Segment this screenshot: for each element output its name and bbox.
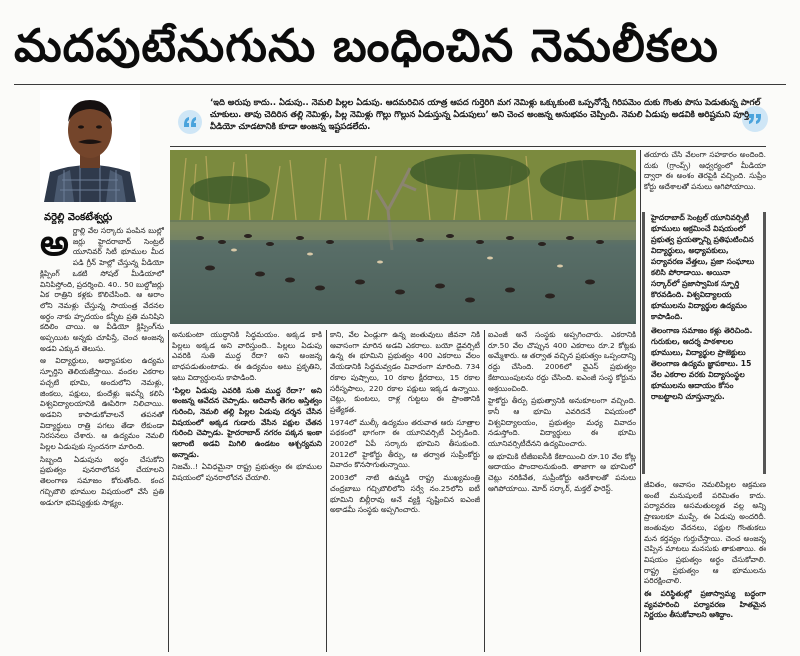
col3-paragraph: 1974లో ముల్కీ ఉద్యమం తరువాత ఆరు సూత్రాల పథకంలో భాగంగా ఈ యూనివర్సిటీ ఏర్పడింది. 2002లో ఏపీ సర్కారు భూమిని తీసుకుంది. 2012లో హైకోర్టు తీర్పు, ఆ తర్వాత సుప్రీంకోర్టు వివాదం కొనసాగుతున్నాయి. — [330, 417, 480, 470]
col5-paragraph: జీవితం, ఆవాసం నెమలిపిల్లల ఆక్రమణ అంటే మనుషులకే పరిమితం కాదు. పర్యావరణ అసమతుల్యత వల్ల అన్ని ప్రాణులకూ ముప్పే. ఈ ఏడుపు అందరిదీ. జంతువుల వేదనలు, పక్షుల గొంతుకలు మన కర్తవ్యం గుర్తుచేస్తాయి. చెంచ అంజన్న చెప్పిన మాటలు మనసుకు తాకుతాయి. ఈ విషయం ప్రభుత్వం అర్థం చేసుకోవాలి. రాష్ట్ర ప్రభుత్వం ఆ భూములను పరిరక్షించాలి. — [644, 480, 766, 586]
author-photo — [40, 90, 140, 202]
col1-paragraph: సిబ్బంది ఏడుపును అర్థం చేసుకోని ప్రభుత్వం పునరాలోచన చేయాలని తెలంగాణ సమాజం కోరుతోంది. కంచ గచ్చిబౌలి భూముల విషయంలో వేసే ప్రతి అడుగూ భవిష్యత్తుకు సాక్ష్యం. — [40, 454, 164, 507]
pull-quote-paragraph: హైదరాబాద్ సెంట్రల్ యూనివర్సిటీ భూములు ఆక్రమించే విషయంలో ప్రభుత్వ ప్రయత్నాన్ని ప్రతిఘటించిన విద్యార్థులు, అధ్యాపకులు, పర్యావరణ వేత్తలు, ప్రజా సంఘాలు కలిసి పోరాడాయి. అయినా సర్కార్‌లో ప్రజాస్వామిక స్ఫూర్తి కొరవడింది. విశ్వవిద్యాలయ భూములను విద్యార్థుల ఉద్యమం కాపాడింది. — [651, 213, 755, 321]
col5-paragraph: ఈ పరిస్థితుల్లో ప్రజాస్వామ్య బద్ధంగా వ్యవహరించి పర్యావరణ హితమైన నిర్ణయం తీసుకోవాలని ఆశిద్దాం. — [644, 589, 766, 620]
column-2 — [172, 330, 322, 652]
column-rule — [168, 330, 169, 652]
column-4 — [488, 330, 636, 652]
drop-cap: అ — [40, 226, 69, 264]
col2-paragraph: అనుకుంటా యుద్ధానికి సిద్ధమయం. అక్కడ కాకి పిల్లలు అక్కడ అని వారిస్తుంది.. పిల్లలు ఏడుపు ఎవరికి సుతి ముద్ద రేదా? అని అంజన్న బాధపడుతుంటాడు. ఈ ఉద్యమం అటు ప్రకృతిని, ఇటు విద్యార్థులను కాపాడింది. — [172, 330, 322, 382]
quote-rule — [170, 146, 766, 147]
column-3 — [330, 330, 480, 652]
col1-paragraph: ఆ విద్యార్థులు, అధ్యాపకుల ఉద్యమ స్ఫూర్తిని తెలియజేస్తాయి. వందల ఎకరాల పచ్చటి భూమి, అందులోని నెమళ్లు, జింకలు, పక్షులు, కుందేళ్లు ఇవన్నీ కలిసి విశ్వవిద్యాలయానికి ఊపిరిగా నిలిచాయి. అడవిని కాపాడుకోవాలనే తపనతో విద్యార్థులు రాత్రి పగలు తేడా లేకుండా నిరసనలు చేశారు. ఆ ఉద్యమం నెమలి పిల్లల ఏడుపుకు స్పందనగా మారింది. — [40, 356, 164, 452]
col3-paragraph: 2003లో నాటి ఉమ్మడి రాష్ట్ర ముఖ్యమంత్రి చంద్రబాబు గచ్చిబౌలిలోని సర్వే నం.25లోని ఐటీ భూమిని బిల్లీరావు అనే వ్యక్తి సృష్టించిన ఐఎంజీ అకాడమీ సంస్థకు అప్పగించారు. — [330, 473, 480, 515]
col1-paragraph: ర్ణాల్లి వేల సర్కారు పంపిన బుల్లో జర్లు హైదరాబాద్ సెంట్రల్ యూనివర్ సిటీ భూముల మీద పడి గ్రీన్ హెల్లో చేస్తున్న వీడియో క్లిప్పింగ్ ఒకటి సోషల్ మీడియాలో వినిపిస్తోంది, ప్రదర్శించి. 40.. 50 బుల్డోజర్లు ఏక రాత్రిని కళ్లకు కొలిచేసింది. ఆ అరాం లోని నెమళ్లు చేస్తున్న సాయంత్ర వేదనల అర్థం నాకు హృదయం కన్నీట ప్రతి మనిషిని కదిలిం చాయి. ఆ వీడియో క్లిప్పింగ్‌ను అప్పయిట అన్నకు చూపిస్తే, చెంచ అంజన్న అడవి ఎక్కువ తెలుసు. — [40, 226, 164, 353]
column-5-top — [644, 150, 766, 208]
col5-paragraph: తయారు చేసి వేలంగా సహకారం అందింది. దుకు (గ్రాంప్స్) ఆధ్వర్యంలో మీడియా ద్వారా ఈ అంశం తెరపైకి వచ్చింది. సుప్రీం కోర్టు ఆదేశాలతో పనులు ఆగిపోయాయి. — [644, 150, 766, 192]
byline: వర్దెల్లి వెంకటేశ్వర్లు — [44, 212, 113, 223]
lake-photo — [170, 150, 636, 324]
headline-rule — [14, 84, 786, 85]
pull-quote-box — [642, 212, 766, 474]
headline: మదపుటేనుగును బంధించిన నెమలీకలు — [14, 19, 719, 72]
column-rule — [326, 330, 327, 652]
column-rule — [640, 150, 641, 652]
col4-paragraph: ఐఎంజీ అనే సంస్థకు అప్పగించారు. ఎకరానికి రూ.50 వేల చొప్పున 400 ఎకరాలు రూ.2 కోట్లకు అమ్మేశారు. ఆ తర్వాత వచ్చిన ప్రభుత్వం ఒప్పందాన్ని రద్దు చేసింది. 2006లో వైఎస్ ప్రభుత్వం కేటాయింపులను రద్దు చేసింది. ఐఎంజీ సంస్థ కోర్టును ఆశ్రయించింది. — [488, 330, 636, 393]
column-1 — [40, 226, 164, 652]
intro-quote: ‘ఇది అరుపు కాదు.. ఏడుపు.. నెమలి పిల్లల ఏడుపు. ఆదమరిచిన యాత్ర ఆపద గుర్తెరిగి మగ నెమిళ్లు ఒక్కుకుంటె ఒప్పనోన్నే గిరిపమెం దుకు గొంతు పొసు పెడుతున్న పాగల్ చూకులు. తావు చెదిరిన తల్లి నెమిళ్లు, పిల్ల నెమిళ్లు గొల్లు గొల్లున ఏడుస్తున్న ఏడుపులు’ అని చెంచ అంజన్న అనుభవం చెప్పింది. నెమలి ఏడుపు అడవికి అరిష్టమని పూర్తి వీడియో చూడటానికి కూడా అంజన్న ఇష్టపడలేదు. — [210, 97, 761, 131]
col3-paragraph: కాని, వేల ఏండ్లుగా ఉన్న జంతువులు జీవనా నికి ఆవాసంగా మారిన అడవి ఎకరాలు. బయో డైవర్సిటీ ఉన్న ఈ భూమిని ప్రభుత్వం 400 ఎకరాలు వేలం వేయడానికి సిద్ధమవ్వడం వివాదంగా మారింది. 734 రకాల పుష్పాలు, 10 రకాల క్షీరదాలు, 15 రకాల సరీసృపాలు, 220 రకాల పక్షులు ఇక్కడ ఉన్నాయి. చెట్లు, కుంటలు, రాళ్ల గుట్టలు ఈ ప్రాంతానికి ప్రత్యేకత. — [330, 330, 480, 414]
column-5-bottom — [644, 480, 766, 652]
col2-paragraph: నిజమే..! ఏవిధమైనా రాష్ట్ర ప్రభుత్వం ఈ భూముల విషయంలో పునరాలోచన చేయాలి. — [172, 462, 322, 483]
column-rule — [484, 330, 485, 652]
col4-paragraph: హైకోర్టు తీర్పు ప్రభుత్వానికి అనుకూలంగా వచ్చింది. కానీ ఆ భూమి ఎవరిదనే విషయంలో విశ్వవిద్యాలయం, ప్రభుత్వం మధ్య వివాదం నడుస్తోంది. విద్యార్థులు ఈ భూమి యూనివర్సిటీదేనని ఉద్యమించారు. — [488, 396, 636, 449]
quote-left-icon — [176, 108, 204, 136]
col2-paragraph: ‘పిల్లల ఏడుపు ఎవరికి సుతి ముద్ద రేదా?’ అని అంజన్న ఆవేదన చెప్పాడు. ఆదివాసీ తెగల అస్తిత్వం గురించి, నెమలి తల్లి పిల్లల ఏడుపు దర్శన చేసిన విషయంలో అక్కడ గుడారు వేసిన పక్షుల చేతన గురించి చెప్పాడు. హైదరాబాద్ నగరం పక్కన ఇంకా ఇలాంటి అడవి మిగిలి ఉండటం ఆశ్చర్యమని అన్నాడు. — [172, 385, 322, 459]
col4-paragraph: ఆ భూమికి టీజీఐఐసీకి కేటాయించి రూ.10 వేల కోట్ల ఆదాయం పొందాలనుకుంది. తాజాగా ఆ భూమిలో చెట్లు నరికివేత, సుప్రీంకోర్టు ఆదేశాలతో పనులు ఆగిపోయాయి. మోద్ సర్కార్, మక్తల్ ఫారెస్ట్. — [488, 451, 636, 493]
pull-quote-paragraph: తెలంగాణ సమాజం కళ్లు తెరిచింది. గురుకుల, ఆదర్శ పాఠశాలల భూములు, విద్యార్థుల ప్రాజెక్టులు తెలంగాణ ఉద్యమ జ్ఞాపకాలు. 15 వేల ఎకరాల వరకు విద్యాసంస్థల భూములను ఆదాయం కోసం రాబట్టాలని చూస్తున్నారు. — [651, 326, 753, 401]
